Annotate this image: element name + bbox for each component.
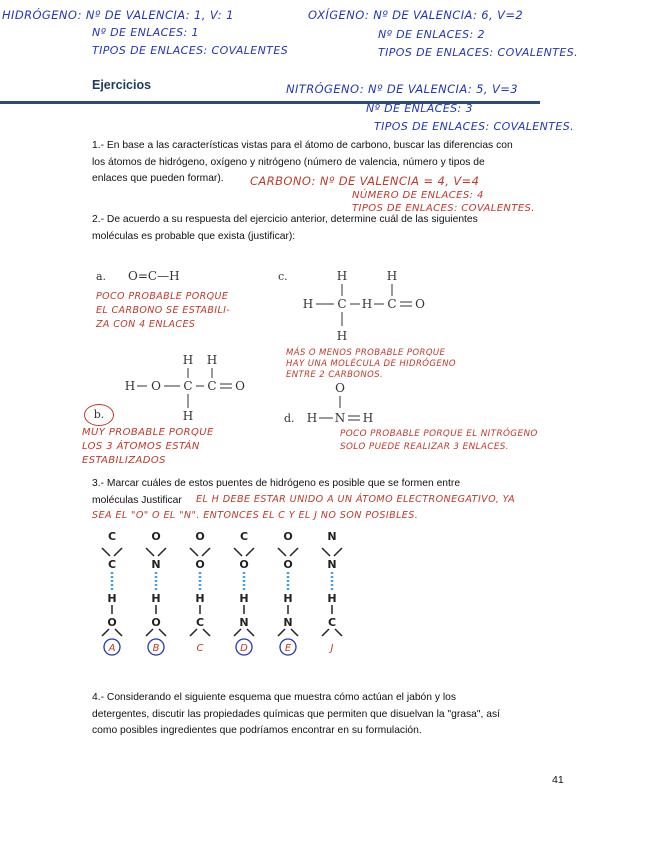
bond-line [190, 629, 197, 636]
answer-b-line: MUY PROBABLE PORQUE [82, 427, 214, 438]
oxygen-note-types: TIPOS DE ENLACES: COVALENTES. [378, 46, 578, 59]
molecule-a-formula: O=C—H [128, 269, 180, 283]
bond-line [335, 629, 342, 636]
hydrogen-note-types: TIPOS DE ENLACES: COVALENTES [92, 44, 289, 57]
bond-line [146, 629, 153, 636]
exercise-3-answer-line: EL H DEBE ESTAR UNIDO A UN ÁTOMO ELECTRONEGATIVO, YA [196, 494, 516, 505]
answer-a-line: ZA CON 4 ENLACES [96, 319, 196, 330]
bond-line [158, 548, 166, 556]
answer-c [286, 348, 456, 381]
bond-line [102, 629, 109, 636]
answer-a-line: POCO PROBABLE PORQUE [96, 291, 229, 302]
atom-c: C [183, 379, 193, 393]
bond-line [146, 548, 154, 556]
upper-atom: O [283, 530, 293, 543]
acceptor-atom: O [283, 558, 293, 571]
exercise-4-text [92, 690, 572, 740]
exercise-3-line: 3.- Marcar cuáles de estos puentes de hidrógeno es posible que se formen entre [92, 478, 461, 489]
page-number: 41 [552, 774, 564, 786]
oxygen-note-bonds: Nº DE ENLACES: 2 [378, 28, 485, 41]
answer-d-line: SOLO PUEDE REALIZAR 3 ENLACES. [340, 442, 509, 452]
answer-a-line: EL CARBONO SE ESTABILI- [96, 305, 231, 316]
answer-mark: D [240, 643, 248, 654]
exercise-3-line: moléculas Justificar [92, 494, 182, 506]
answer-d [340, 428, 538, 454]
answer-b-line: ESTABILIZADOS [82, 455, 166, 466]
hydrogen-note-bonds: Nº DE ENLACES: 1 [92, 26, 199, 39]
exercise-2-text [92, 212, 572, 245]
bond-line [114, 548, 122, 556]
bond-line [190, 548, 198, 556]
atom-h: H [336, 269, 348, 283]
atom-h: H [306, 411, 318, 425]
answer-c-line: HAY UNA MOLÉCULA DE HIDRÓGENO [286, 359, 456, 369]
bond-line [322, 548, 330, 556]
acceptor-atom: N [327, 558, 337, 571]
nitrogen-note-types: TIPOS DE ENLACES: COVALENTES. [374, 120, 574, 133]
upper-atom: O [195, 530, 205, 543]
atom-h: H [206, 353, 218, 367]
hydrogen-atom: H [151, 592, 161, 605]
atom-h: H [386, 269, 398, 283]
donor-atom: C [327, 616, 337, 629]
bond-line [334, 548, 342, 556]
bond-line [159, 629, 166, 636]
atom-o: O [235, 379, 245, 393]
molecule-c-label: c. [278, 270, 288, 283]
nitrogen-note-bonds: Nº DE ENLACES: 3 [366, 102, 473, 115]
hydrogen-atom: H [239, 592, 249, 605]
atom-c: C [207, 379, 217, 393]
atom-h: H [361, 297, 373, 311]
answer-mark: B [152, 643, 160, 654]
carbon-note-types: TIPOS DE ENLACES: COVALENTES. [352, 203, 535, 214]
answer-mark: A [108, 643, 116, 654]
bond-line [203, 629, 210, 636]
answer-d-line: POCO PROBABLE PORQUE EL NITRÓGENO [340, 429, 538, 439]
acceptor-atom: N [151, 558, 161, 571]
acceptor-atom: O [239, 558, 249, 571]
atom-h: H [302, 297, 314, 311]
hydrogen-note-valence: HIDRÓGENO: Nº DE VALENCIA: 1, V: 1 [2, 8, 234, 22]
atom-c: C [387, 297, 397, 311]
answer-a [96, 290, 230, 332]
exercise-1-line: los átomos de hidrógeno, oxígeno y nitrógeno (número de valencia, número y tipos de [92, 156, 485, 168]
atom-c: C [337, 297, 347, 311]
exercise-4-line: detergentes, discutir las propiedades químicas que permiten que disuelvan la "grasa", así [92, 708, 500, 720]
atom-o: O [151, 379, 161, 393]
molecule-d-label: d. [284, 412, 295, 425]
hydrogen-bond-diagram [90, 526, 390, 656]
molecule-a-label: a. [96, 270, 107, 283]
atom-h: H [362, 411, 374, 425]
hydrogen-atom: H [195, 592, 205, 605]
molecule-d-structure [296, 380, 396, 428]
exercise-4-line: 4.- Considerando el siguiente esquema que muestra cómo actúan el jabón y los [92, 692, 457, 703]
hydrogen-atom: H [107, 592, 117, 605]
exercise-4-line: como posibles ingredientes que podríamos encontrar en su formulación. [92, 725, 422, 736]
atom-h: H [182, 353, 194, 367]
molecule-b-structure [118, 350, 258, 426]
bond-line [278, 629, 285, 636]
bond-line [291, 629, 298, 636]
bond-line [246, 548, 254, 556]
upper-atom: N [327, 530, 337, 543]
bond-line [278, 548, 286, 556]
page-title: Ejercicios [92, 78, 152, 92]
atom-o: O [335, 381, 345, 395]
bond-line [202, 548, 210, 556]
upper-atom: C [239, 530, 249, 543]
exercise-3-answer-line: SEA EL "O" O EL "N". ENTONCES EL C Y EL J NO SON POSIBLES. [92, 510, 419, 521]
answer-mark: J [330, 643, 334, 654]
exercise-2-line: 2.- De acuerdo a su respuesta del ejercicio anterior, determine cuál de las siguientes [92, 214, 478, 225]
atom-h: H [124, 379, 136, 393]
bond-line [234, 629, 241, 636]
bond-line [234, 548, 242, 556]
bond-line [247, 629, 254, 636]
bond-line [322, 629, 329, 636]
atom-h: H [336, 329, 348, 343]
answer-mark: E [284, 643, 292, 654]
donor-atom: C [195, 616, 205, 629]
bond-line [115, 629, 122, 636]
answer-c-line: MÁS O MENOS PROBABLE PORQUE [286, 348, 446, 358]
acceptor-atom: O [195, 558, 205, 571]
answer-mark: C [196, 643, 204, 654]
carbon-note-bonds: NÚMERO DE ENLACES: 4 [352, 190, 484, 201]
molecule-b-label: b. [84, 404, 114, 426]
atom-o: O [415, 297, 425, 311]
upper-atom: C [107, 530, 117, 543]
oxygen-note-valence: OXÍGENO: Nº DE VALENCIA: 6, V=2 [308, 8, 524, 22]
carbon-note-valence: CARBONO: Nº DE VALENCIA = 4, V=4 [250, 174, 480, 188]
atom-h: H [182, 409, 194, 423]
molecule-c-structure [290, 266, 440, 346]
exercise-1-line: enlaces que pueden formar). [92, 173, 224, 184]
bond-line [290, 548, 298, 556]
donor-atom: N [239, 616, 249, 629]
answer-b [82, 426, 214, 468]
hydrogen-atom: H [283, 592, 293, 605]
donor-atom: O [107, 616, 117, 629]
acceptor-atom: C [107, 558, 117, 571]
bond-line [102, 548, 110, 556]
hydrogen-atom: H [327, 592, 337, 605]
exercise-2-line: moléculas es probable que exista (justificar): [92, 230, 296, 242]
donor-atom: N [283, 616, 293, 629]
answer-b-line: LOS 3 ÁTOMOS ESTÁN [82, 441, 200, 452]
donor-atom: O [151, 616, 161, 629]
exercise-1-line: 1.- En base a las características vistas para el átomo de carbono, buscar las diferencias con [92, 140, 513, 151]
nitrogen-note-valence: NITRÓGENO: Nº DE VALENCIA: 5, V=3 [286, 82, 518, 96]
upper-atom: O [151, 530, 161, 543]
answer-c-line: ENTRE 2 CARBONOS. [286, 370, 384, 380]
atom-n: N [334, 411, 346, 425]
